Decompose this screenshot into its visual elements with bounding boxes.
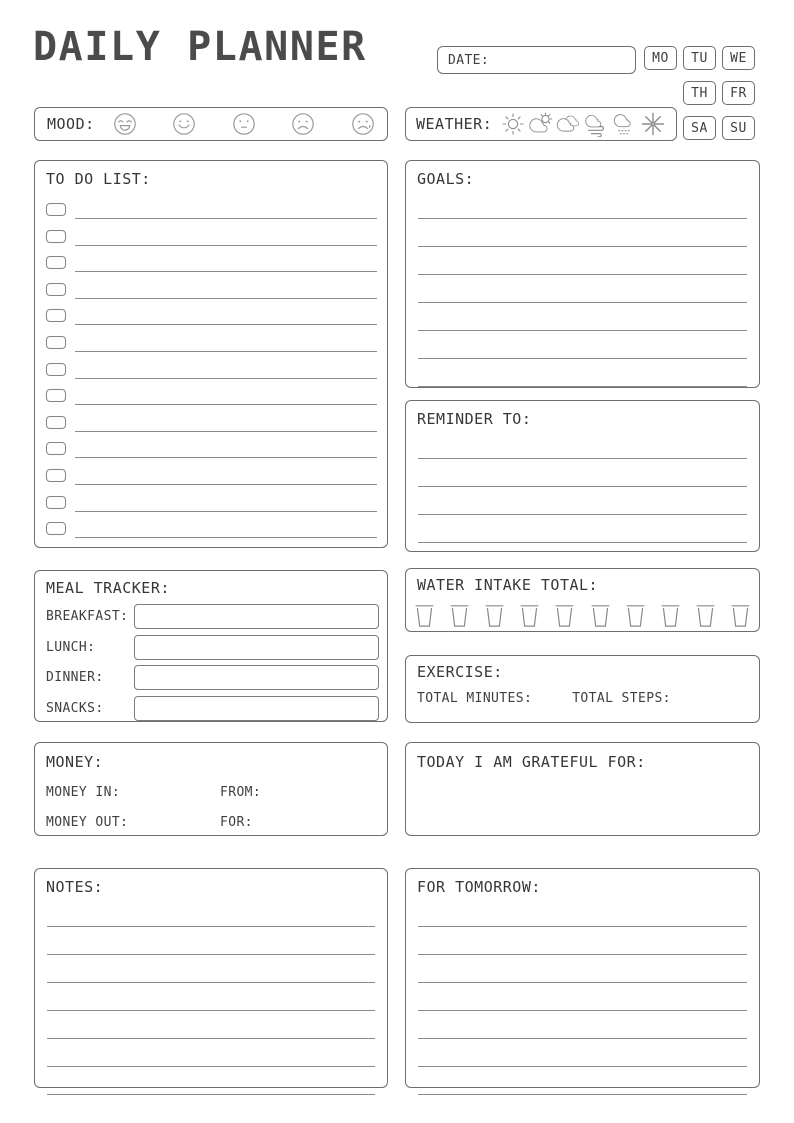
total-minutes-label: TOTAL MINUTES: [417,691,533,706]
day-toggle-wednesday[interactable]: WE [722,46,755,70]
todo-checkbox[interactable] [46,283,66,296]
money-in-label: MONEY IN: [46,785,121,800]
todo-write-line [75,281,377,299]
meal-row [46,635,379,660]
water-glass-icon[interactable] [485,603,504,628]
todo-row [46,201,377,228]
goals-section [405,160,760,388]
water-glass-icon[interactable] [555,603,574,628]
goals-label: GOALS: [417,170,475,188]
ruled-line [418,359,747,387]
ruled-line [418,899,747,927]
money-in-row [46,786,387,799]
todo-row [46,440,377,467]
money-out-row [46,816,387,829]
todo-write-line [75,334,377,352]
ruled-line [418,1011,747,1039]
todo-write-line [75,494,377,512]
water-glass-icon[interactable] [450,603,469,628]
water-intake-label: WATER INTAKE TOTAL: [417,576,599,594]
todo-row [46,494,377,521]
ruled-line [47,983,375,1011]
todo-row [46,254,377,281]
tomorrow-label: FOR TOMORROW: [417,878,541,896]
grateful-write-area [416,781,749,827]
date-input[interactable] [495,49,668,71]
reminder-section [405,400,760,552]
water-glass-icon[interactable] [626,603,645,628]
ruled-line [47,1067,375,1095]
todo-label: TO DO LIST: [46,170,151,188]
water-glasses [415,603,750,628]
wind-cloud-icon[interactable] [584,111,610,137]
reminder-label: REMINDER TO: [417,410,532,428]
money-section [34,742,388,836]
notes-section [34,868,388,1088]
todo-write-line [75,467,377,485]
meal-input[interactable] [134,696,379,721]
todo-checkbox[interactable] [46,203,66,216]
todo-row [46,334,377,361]
todo-write-line [75,201,377,219]
date-box [437,46,636,74]
todo-write-line [75,254,377,272]
todo-checkbox[interactable] [46,416,66,429]
todo-row [46,467,377,494]
todo-row [46,281,377,308]
todo-checkbox[interactable] [46,230,66,243]
day-toggle-saturday[interactable]: SA [683,116,716,140]
ruled-line [418,927,747,955]
money-label: MONEY: [46,753,104,771]
water-glass-icon[interactable] [415,603,434,628]
ruled-line [418,191,747,219]
notes-label: NOTES: [46,878,104,896]
snowflake-icon[interactable] [640,111,666,137]
day-toggle-monday[interactable]: MO [644,46,677,70]
money-out-label: MONEY OUT: [46,815,129,830]
day-toggle-tuesday[interactable]: TU [683,46,716,70]
ruled-line [47,899,375,927]
ruled-line [418,219,747,247]
laughing-face-icon[interactable] [113,112,137,136]
ruled-line [47,927,375,955]
todo-checkbox[interactable] [46,522,66,535]
todo-checkbox[interactable] [46,496,66,509]
reminder-lines [418,431,747,543]
ruled-line [47,1039,375,1067]
todo-checkbox[interactable] [46,363,66,376]
sun-behind-cloud-icon[interactable] [528,111,554,137]
ruled-line [418,515,747,543]
todo-write-line [75,361,377,379]
todo-row [46,387,377,414]
rain-cloud-icon[interactable] [612,111,638,137]
meal-row [46,665,379,690]
mood-options [113,112,375,136]
weather-label: WEATHER: [416,115,493,133]
ruled-line [418,275,747,303]
ruled-line [418,1039,747,1067]
todo-checkbox[interactable] [46,442,66,455]
meal-tracker-label: MEAL TRACKER: [46,579,170,597]
ruled-line [418,459,747,487]
ruled-line [47,1011,375,1039]
total-steps-label: TOTAL STEPS: [572,691,671,706]
tomorrow-section [405,868,760,1088]
money-for-label: FOR: [220,815,253,830]
day-toggle-friday[interactable]: FR [722,81,755,105]
todo-write-line [75,414,377,432]
meal-field-label: LUNCH: [46,639,96,655]
todo-row [46,228,377,255]
todo-checkbox[interactable] [46,336,66,349]
tomorrow-lines [418,899,747,1095]
page-title: DAILY PLANNER [33,24,367,70]
todo-write-line [75,387,377,405]
meal-row [46,604,379,629]
meal-field-label: BREAKFAST: [46,609,129,624]
weather-options [500,111,666,137]
todo-row [46,520,377,547]
neutral-face-icon[interactable] [232,112,256,136]
todo-row [46,414,377,441]
todo-row [46,361,377,388]
todo-section [34,160,388,548]
crying-face-icon[interactable] [351,112,375,136]
meal-input[interactable] [134,604,379,629]
weather-section [405,107,677,141]
date-label: DATE: [448,52,490,68]
ruled-line [418,431,747,459]
todo-checkbox[interactable] [46,256,66,269]
ruled-line [418,1067,747,1095]
water-glass-icon[interactable] [731,603,750,628]
meal-row [46,696,379,721]
ruled-line [418,331,747,359]
todo-rows [46,201,377,547]
meal-input[interactable] [134,665,379,690]
todo-row [46,307,377,334]
meal-field-label: DINNER: [46,670,104,685]
ruled-line [418,983,747,1011]
water-glass-icon[interactable] [661,603,680,628]
frowning-face-icon[interactable] [291,112,315,136]
ruled-line [47,955,375,983]
water-glass-icon[interactable] [520,603,539,628]
todo-write-line [75,520,377,538]
money-from-label: FROM: [220,785,262,800]
mood-section [34,107,388,141]
todo-checkbox[interactable] [46,309,66,322]
smiling-face-icon[interactable] [172,112,196,136]
ruled-line [418,303,747,331]
meal-input[interactable] [134,635,379,660]
notes-lines [47,899,375,1095]
mood-label: MOOD: [47,115,95,133]
exercise-label: EXERCISE: [417,663,503,681]
day-toggle-thursday[interactable]: TH [683,81,716,105]
todo-checkbox[interactable] [46,469,66,482]
water-intake-section [405,568,760,632]
ruled-line [418,247,747,275]
clouds-icon[interactable] [556,111,582,137]
grateful-section [405,742,760,836]
meal-tracker-section [34,570,388,722]
todo-write-line [75,228,377,246]
goals-lines [418,191,747,387]
meal-field-label: SNACKS: [46,700,104,716]
grateful-label: TODAY I AM GRATEFUL FOR: [417,753,646,771]
exercise-fields [417,692,759,705]
day-toggle-sunday[interactable]: SU [722,116,755,140]
meal-rows [46,604,379,721]
ruled-line [418,955,747,983]
sun-icon[interactable] [500,111,526,137]
water-glass-icon[interactable] [696,603,715,628]
todo-write-line [75,440,377,458]
water-glass-icon[interactable] [591,603,610,628]
exercise-section [405,655,760,723]
ruled-line [418,487,747,515]
todo-checkbox[interactable] [46,389,66,402]
todo-write-line [75,307,377,325]
